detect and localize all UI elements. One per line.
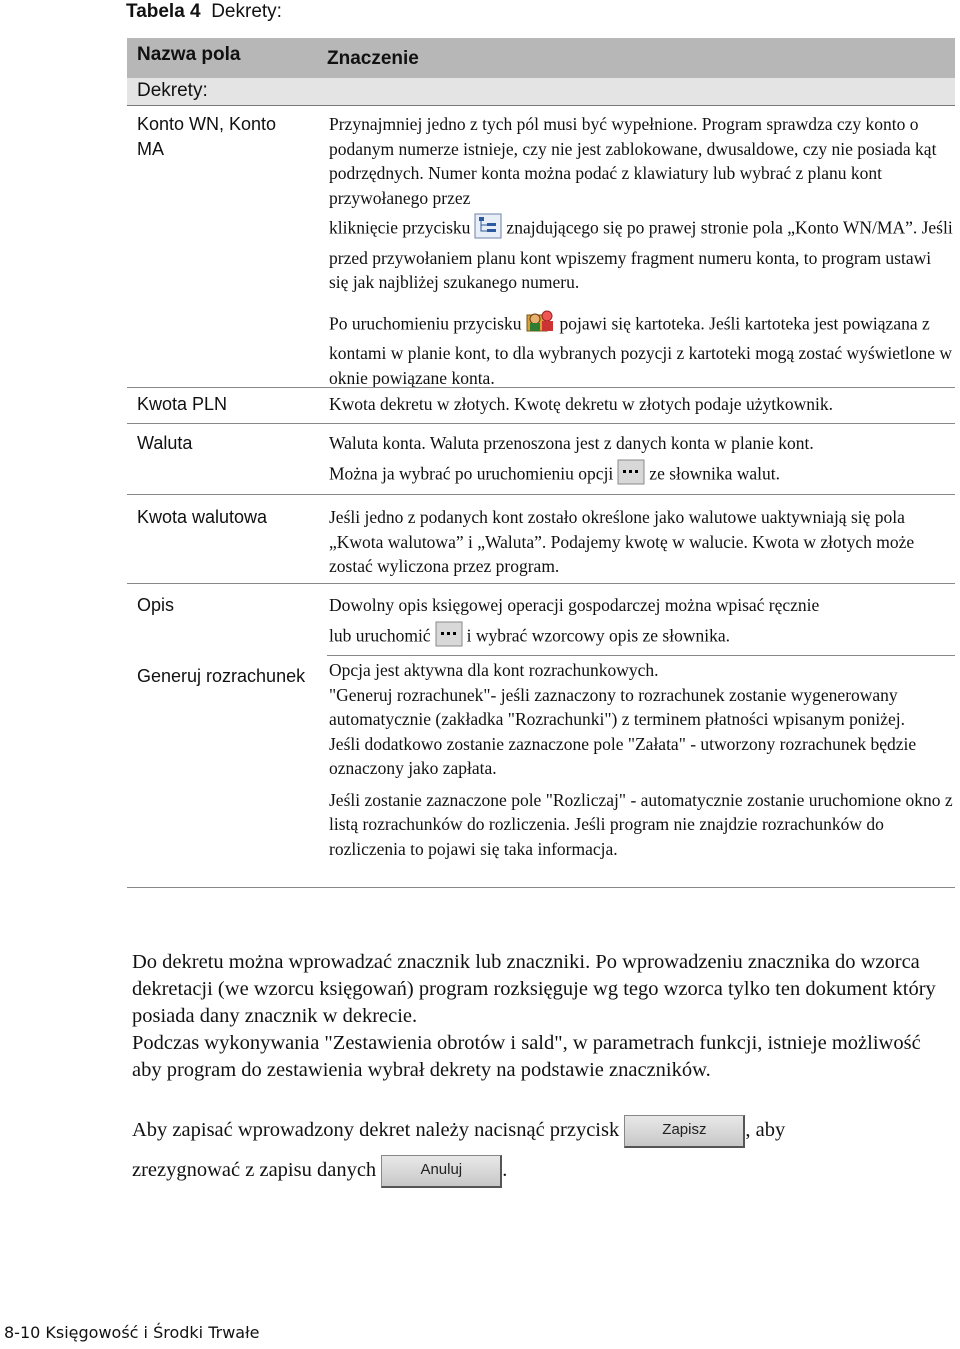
- field-name-generuj: Generuj rozrachunek: [137, 666, 306, 686]
- save-line-2: [132, 1150, 942, 1190]
- save-button[interactable]: Zapisz: [624, 1115, 745, 1148]
- section-label: Dekrety:: [137, 80, 208, 101]
- waluta-desc-1: Waluta konta. Waluta przenoszona jest z danych konta w planie kont.: [329, 433, 814, 453]
- konto-desc-p2: [329, 309, 953, 391]
- field-name-opis: Opis: [137, 595, 175, 615]
- field-name-konto: Konto WN, Konto MA: [137, 114, 277, 159]
- ellipsis-icon: [435, 621, 463, 654]
- header-meaning: Znaczenie: [327, 48, 419, 69]
- field-desc-kwota-pln: Kwota dekretu w złotych. Kwotę dekretu w złotych podaje użytkownik.: [329, 394, 833, 414]
- account-tree-icon: [474, 213, 502, 246]
- row-divider: [127, 494, 955, 495]
- opis-desc-1: Dowolny opis księgowej operacji gospodarczej można wpisać ręcznie: [329, 595, 820, 615]
- header-field-name: Nazwa pola: [137, 44, 241, 65]
- generuj-desc-1: Opcja jest aktywna dla kont rozrachunkowych.: [329, 660, 659, 680]
- section-row: [127, 78, 955, 106]
- page-footer: 8-10 Księgowość i Środki Trwałe: [4, 1323, 260, 1342]
- field-name-kwota-pln: Kwota PLN: [137, 394, 228, 414]
- cancel-button[interactable]: Anuluj: [381, 1155, 502, 1188]
- konto-desc-p2-pre: Po uruchomieniu przycisku: [329, 312, 522, 333]
- generuj-desc-2: "Generuj rozrachunek"- jeśli zaznaczony to rozrachunek zostanie wygenerowany automatycznie (zakładka "Rozrachunki") z terminem płatności wpisanym poniżej.: [329, 684, 906, 729]
- field-name-waluta: Waluta: [137, 433, 193, 453]
- row-divider: [327, 655, 955, 656]
- konto-desc-line: [329, 213, 953, 295]
- save-line-1: [132, 1110, 942, 1150]
- caption-label: Tabela 4: [126, 1, 201, 22]
- opis-desc-2-pre: lub uruchomić: [329, 624, 431, 645]
- paragraph-save: [132, 1110, 942, 1190]
- field-desc-generuj: [329, 658, 953, 861]
- ellipsis-icon: [617, 459, 645, 492]
- row-divider: [127, 423, 955, 424]
- save-text-mid: , aby: [745, 1119, 786, 1141]
- waluta-desc-2-post: ze słownika walut.: [649, 462, 781, 483]
- table-caption: [126, 0, 282, 24]
- waluta-desc-2: [329, 459, 953, 492]
- opis-desc-2-post: i wybrać wzorcowy opis ze słownika.: [466, 624, 730, 645]
- caption-title: Dekrety:: [211, 1, 282, 22]
- konto-desc-post: znajdującego się po prawej stronie pola „Konto WN/MA”. Jeśli przed przywołaniem planu kont wpiszemy fragment numeru konta, to program ustawi się jak najbliżej szukanego numeru.: [329, 217, 953, 292]
- table-bottom-border: [127, 887, 955, 888]
- save-text-pre: Aby zapisać wprowadzony dekret należy nacisnąć przycisk: [132, 1119, 620, 1141]
- field-desc-opis: [329, 593, 953, 653]
- save-text-end: .: [502, 1159, 508, 1181]
- opis-desc-2: [329, 621, 953, 654]
- field-name-kwota-walutowa: Kwota walutowa: [137, 507, 268, 527]
- cancel-text: zrezygnować z zapisu danych: [132, 1159, 377, 1181]
- field-desc-kwota-walutowa: Jeśli jedno z podanych kont zostało określone jako walutowe uaktywniają się pola „Kwota walutowa” i „Waluta”. Podajemy kwotę w walucie. Kwota w złotych może zostać wyliczona przez program.: [329, 507, 915, 576]
- field-desc-konto: [329, 112, 953, 390]
- generuj-desc-4: Jeśli zostanie zaznaczone pole "Rozliczaj" - automatycznie zostanie uruchomione okno z listą rozrachunków do rozliczenia. Jeśli program nie znajdzie rozrachunków do rozliczenia to pojawi się taka informacja.: [329, 789, 953, 859]
- generuj-desc-3: Jeśli dodatkowo zostanie zaznaczone pole "Załata" - utworzony rozrachunek będzie oznaczony jako zapłata.: [329, 733, 917, 778]
- row-divider: [127, 583, 955, 584]
- row-divider: [127, 387, 955, 388]
- paragraph-1: Do dekretu można wprowadzać znacznik lub znaczniki. Po wprowadzeniu znacznika do wzorca dekretacji (we wzorcu księgowań) program rozksięguje wg tego wzorca tylko ten dokument który posiada dany znacznik w dekrecie.: [132, 951, 936, 1027]
- paragraph-znaczniki: [132, 949, 942, 1084]
- table-header: [127, 38, 955, 78]
- card-index-icon: [525, 309, 555, 342]
- konto-desc-text: Przynajmniej jedno z tych pól musi być wypełnione. Program sprawdza czy konto o podanym numerze istnieje, czy nie jest zablokowane, dwusaldowe, czy nie posiada kąt podrzędnych. Numer konta można podać z klawiatury lub wybrać z planu kont przywołanego przez: [329, 114, 937, 208]
- konto-desc-pre: kliknięcie przycisku: [329, 217, 471, 238]
- konto-desc-p2-post: pojawi się kartoteka. Jeśli kartoteka jest powiązana z kontami w planie kont, to dla wybranych pozycji z kartoteki mogą zostać wyświetlone w oknie powiązane konta.: [329, 312, 953, 388]
- field-desc-waluta: [329, 431, 953, 491]
- paragraph-2: Podczas wykonywania "Zestawienia obrotów i sald", w parametrach funkcji, istnieje możliwość aby program do zestawienia wybrał dekrety na podstawie znaczników.: [132, 1032, 921, 1081]
- waluta-desc-2-pre: Można ja wybrać po uruchomieniu opcji: [329, 462, 614, 483]
